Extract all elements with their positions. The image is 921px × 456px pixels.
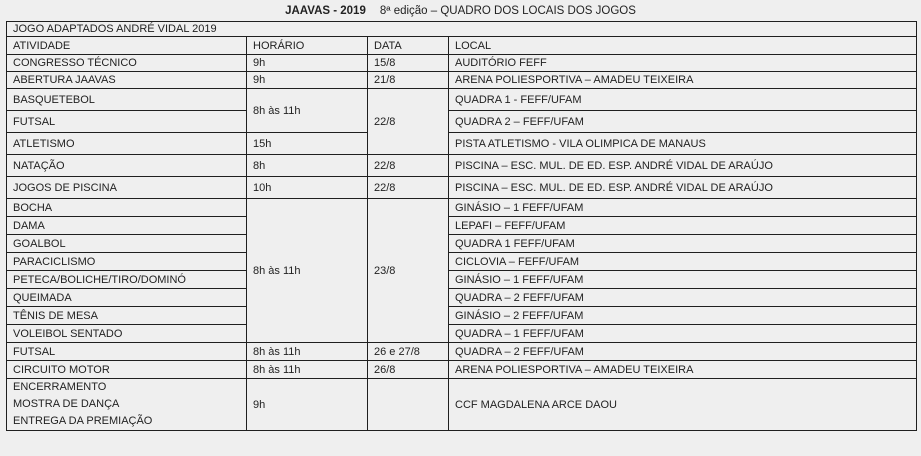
activity-cell: QUEIMADA bbox=[7, 289, 247, 307]
activity-line: ENTREGA DA PREMIAÇÃO bbox=[13, 415, 153, 427]
activity-cell: VOLEIBOL SENTADO bbox=[7, 325, 247, 343]
activity-cell: CONGRESSO TÉCNICO bbox=[7, 55, 247, 72]
table-row bbox=[7, 72, 917, 89]
date-cell: 26 e 27/8 bbox=[368, 343, 449, 361]
place-cell: GINÁSIO – 2 FEFF/UFAM bbox=[449, 307, 917, 325]
place-cell: QUADRA 2 – FEFF/UFAM bbox=[449, 111, 917, 133]
time-cell: 8h às 11h bbox=[247, 199, 368, 343]
activity-cell: PARACICLISMO bbox=[7, 253, 247, 271]
place-cell: GINÁSIO – 1 FEFF/UFAM bbox=[449, 199, 917, 217]
table-row bbox=[7, 343, 917, 361]
place-cell: PISTA ATLETISMO - VILA OLIMPICA DE MANAUS bbox=[449, 133, 917, 155]
activity-line: ENCERRAMENTO bbox=[13, 381, 107, 393]
activity-cell: FUTSAL bbox=[7, 111, 247, 133]
time-cell: 9h bbox=[247, 72, 368, 89]
table-row bbox=[7, 325, 917, 343]
place-cell: QUADRA – 2 FEFF/UFAM bbox=[449, 343, 917, 361]
column-header-activity: ATIVIDADE bbox=[7, 37, 247, 55]
table-row bbox=[7, 199, 917, 217]
date-cell: 22/8 bbox=[368, 177, 449, 199]
activity-cell: DAMA bbox=[7, 217, 247, 235]
activity-line: MOSTRA DE DANÇA bbox=[13, 398, 120, 410]
table-row bbox=[7, 177, 917, 199]
place-cell: CICLOVIA – FEFF/UFAM bbox=[449, 253, 917, 271]
activity-cell: ABERTURA JAAVAS bbox=[7, 72, 247, 89]
place-cell: CCF MAGDALENA ARCE DAOU bbox=[449, 379, 917, 431]
place-cell: PISCINA – ESC. MUL. DE ED. ESP. ANDRÉ VIDAL DE ARAÚJO bbox=[449, 155, 917, 177]
activity-cell: FUTSAL bbox=[7, 343, 247, 361]
time-cell: 8h bbox=[247, 155, 368, 177]
date-cell: 21/8 bbox=[368, 72, 449, 89]
table-row bbox=[7, 289, 917, 307]
activity-cell: GOALBOL bbox=[7, 235, 247, 253]
activity-cell: JOGOS DE PISCINA bbox=[7, 177, 247, 199]
date-cell: 23/8 bbox=[368, 199, 449, 343]
schedule-table bbox=[6, 21, 917, 431]
activity-cell: NATAÇÃO bbox=[7, 155, 247, 177]
activity-cell: PETECA/BOLICHE/TIRO/DOMINÓ bbox=[7, 271, 247, 289]
column-header-place: LOCAL bbox=[449, 37, 917, 55]
table-row bbox=[7, 111, 917, 133]
activity-cell: ATLETISMO bbox=[7, 133, 247, 155]
place-cell: QUADRA – 1 FEFF/UFAM bbox=[449, 325, 917, 343]
date-cell: 22/8 bbox=[368, 89, 449, 155]
date-cell: 26/8 bbox=[368, 361, 449, 379]
table-caption: JOGO ADAPTADOS ANDRÉ VIDAL 2019 bbox=[7, 22, 917, 37]
table-header-row bbox=[7, 37, 917, 55]
date-cell: 22/8 bbox=[368, 155, 449, 177]
place-cell: QUADRA 1 FEFF/UFAM bbox=[449, 235, 917, 253]
time-cell: 8h às 11h bbox=[247, 361, 368, 379]
place-cell: ARENA POLIESPORTIVA – AMADEU TEIXEIRA bbox=[449, 72, 917, 89]
table-row bbox=[7, 271, 917, 289]
activity-cell: BASQUETEBOL bbox=[7, 89, 247, 111]
place-cell: AUDITÓRIO FEFF bbox=[449, 55, 917, 72]
column-header-time: HORÁRIO bbox=[247, 37, 368, 55]
table-row bbox=[7, 217, 917, 235]
time-cell: 8h às 11h bbox=[247, 89, 368, 133]
table-row bbox=[7, 89, 917, 111]
time-cell: 15h bbox=[247, 133, 368, 155]
date-cell: 15/8 bbox=[368, 55, 449, 72]
time-cell: 9h bbox=[247, 379, 368, 431]
place-cell: PISCINA – ESC. MUL. DE ED. ESP. ANDRÉ VIDAL DE ARAÚJO bbox=[449, 177, 917, 199]
time-cell: 8h às 11h bbox=[247, 343, 368, 361]
place-cell: QUADRA 1 - FEFF/UFAM bbox=[449, 89, 917, 111]
place-cell: ARENA POLIESPORTIVA – AMADEU TEIXEIRA bbox=[449, 361, 917, 379]
title-event: JAAVAS - 2019 bbox=[285, 5, 366, 17]
title-edition: 8ª edição – QUADRO DOS LOCAIS DOS JOGOS bbox=[379, 5, 636, 17]
table-row bbox=[7, 55, 917, 72]
table-row bbox=[7, 133, 917, 155]
activity-cell: BOCHA bbox=[7, 199, 247, 217]
table-row bbox=[7, 361, 917, 379]
table-row bbox=[7, 253, 917, 271]
column-header-date: DATA bbox=[368, 37, 449, 55]
table-row bbox=[7, 235, 917, 253]
place-cell: GINÁSIO – 1 FEFF/UFAM bbox=[449, 271, 917, 289]
table-row bbox=[7, 379, 917, 431]
activity-cell bbox=[7, 379, 247, 431]
activity-cell: CIRCUITO MOTOR bbox=[7, 361, 247, 379]
time-cell: 9h bbox=[247, 55, 368, 72]
table-row bbox=[7, 155, 917, 177]
activity-cell: TÊNIS DE MESA bbox=[7, 307, 247, 325]
date-cell bbox=[368, 379, 449, 431]
place-cell: LEPAFI – FEFF/UFAM bbox=[449, 217, 917, 235]
place-cell: QUADRA – 2 FEFF/UFAM bbox=[449, 289, 917, 307]
time-cell: 10h bbox=[247, 177, 368, 199]
document-title bbox=[0, 5, 921, 21]
table-caption-row bbox=[7, 22, 917, 37]
table-row bbox=[7, 307, 917, 325]
